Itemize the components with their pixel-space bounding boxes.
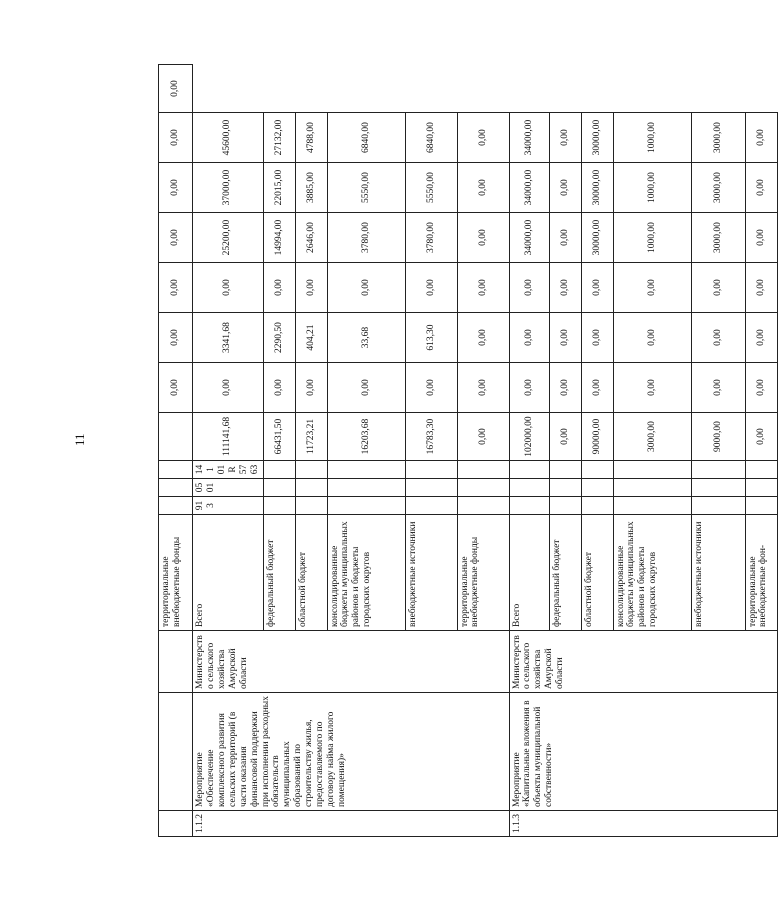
table-cell: федеральный бюджет bbox=[263, 515, 295, 631]
table-cell bbox=[327, 479, 405, 497]
table-cell: 3000,00 bbox=[691, 213, 745, 263]
table-cell: 0,00 bbox=[549, 163, 581, 213]
table-cell: 34000,00 bbox=[509, 213, 549, 263]
table-cell bbox=[613, 497, 691, 515]
table-cell bbox=[581, 461, 613, 479]
table-cell bbox=[509, 497, 549, 515]
table-cell: 5550,00 bbox=[327, 163, 405, 213]
table-cell: 33,68 bbox=[327, 313, 405, 363]
table-cell: Мероприятие «Обеспечение комплексного развития сельских территорий (в части оказания финансовой поддержки при исполнении расходных обязательств муниципальных образований по строительству жилья, предоставляемого по договору найма жилого помещения)» bbox=[193, 693, 510, 811]
table-cell: 9000,00 bbox=[691, 413, 745, 461]
table-cell: федеральный бюджет bbox=[549, 515, 581, 631]
table-cell: областной бюджет bbox=[295, 515, 327, 631]
table-cell: 0,00 bbox=[549, 313, 581, 363]
table-cell: 0,00 bbox=[159, 213, 193, 263]
table-cell: территориальные внебюджетные фон- bbox=[745, 515, 777, 631]
table-cell: 3000,00 bbox=[691, 163, 745, 213]
table-cell bbox=[295, 461, 327, 479]
table-cell: территориальные внебюджетные фонды bbox=[457, 515, 509, 631]
table-cell: 0,00 bbox=[457, 413, 509, 461]
table-cell bbox=[549, 479, 581, 497]
table-cell: консолидированные бюджеты муниципальных районов и бюджеты городских округов bbox=[613, 515, 691, 631]
table-cell: 0,00 bbox=[549, 263, 581, 313]
table-cell bbox=[613, 461, 691, 479]
table-cell: территориальные внебюджетные фонды bbox=[159, 515, 193, 631]
table-cell: 3780,00 bbox=[405, 213, 457, 263]
table-cell: 0,00 bbox=[457, 263, 509, 313]
table-cell: 0,00 bbox=[745, 363, 777, 413]
table-cell: 0,00 bbox=[327, 263, 405, 313]
table-cell bbox=[327, 461, 405, 479]
table-cell: 0,00 bbox=[581, 363, 613, 413]
table-row bbox=[509, 65, 549, 837]
table-cell bbox=[613, 479, 691, 497]
table-row bbox=[159, 65, 193, 837]
table-cell: 1.1.2 bbox=[193, 811, 510, 837]
table-cell: 0,00 bbox=[457, 213, 509, 263]
table-cell: 0,00 bbox=[263, 363, 295, 413]
table-cell: 0,00 bbox=[295, 363, 327, 413]
table-cell: 16203,68 bbox=[327, 413, 405, 461]
table-cell bbox=[745, 497, 777, 515]
table-cell: 0,00 bbox=[549, 213, 581, 263]
table-cell bbox=[691, 497, 745, 515]
table-cell: 0,00 bbox=[745, 113, 777, 163]
table-cell: Всего bbox=[193, 515, 264, 631]
table-cell: 3885,00 bbox=[295, 163, 327, 213]
table-cell: 0,00 bbox=[159, 313, 193, 363]
table-cell: 1.1.3 bbox=[509, 811, 777, 837]
page-number: 11 bbox=[72, 433, 87, 446]
table-cell bbox=[159, 479, 193, 497]
table-cell bbox=[457, 497, 509, 515]
table-cell: 11723,21 bbox=[295, 413, 327, 461]
table-cell bbox=[405, 497, 457, 515]
table-cell bbox=[509, 479, 549, 497]
table-cell: 0,00 bbox=[613, 313, 691, 363]
table-cell: 3000,00 bbox=[613, 413, 691, 461]
table-cell bbox=[263, 461, 295, 479]
table-cell: 0501 bbox=[193, 479, 264, 497]
table-cell: 0,00 bbox=[159, 263, 193, 313]
table-cell: 30000,00 bbox=[581, 163, 613, 213]
table-cell: 0,00 bbox=[295, 263, 327, 313]
table-cell: 0,00 bbox=[691, 363, 745, 413]
table-cell bbox=[159, 631, 193, 693]
table-cell: 0,00 bbox=[691, 313, 745, 363]
table-cell: 34000,00 bbox=[509, 163, 549, 213]
table-cell: 0,00 bbox=[745, 263, 777, 313]
table-cell: 0,00 bbox=[509, 263, 549, 313]
table-cell: 0,00 bbox=[193, 263, 264, 313]
table-cell: внебюджетные источники bbox=[691, 515, 745, 631]
table-cell: Министерство сельского хозяйства Амурской области bbox=[509, 631, 777, 693]
table-cell: 0,00 bbox=[613, 263, 691, 313]
table-cell: 1000,00 bbox=[613, 113, 691, 163]
table-cell: 0,00 bbox=[327, 363, 405, 413]
table-cell: 14 1 01 R5763 bbox=[193, 461, 264, 479]
table-cell: 0,00 bbox=[691, 263, 745, 313]
table-cell: 16783,30 bbox=[405, 413, 457, 461]
table-cell bbox=[405, 479, 457, 497]
table-cell: 1000,00 bbox=[613, 163, 691, 213]
table-cell bbox=[295, 497, 327, 515]
table-cell: 1000,00 bbox=[613, 213, 691, 263]
table-cell bbox=[159, 497, 193, 515]
table-cell: 34000,00 bbox=[509, 113, 549, 163]
table-cell: 913 bbox=[193, 497, 264, 515]
table-cell: 14994,00 bbox=[263, 213, 295, 263]
table-cell: 0,00 bbox=[193, 363, 264, 413]
table-cell: 0,00 bbox=[159, 65, 193, 113]
table-cell: 111141,68 bbox=[193, 413, 264, 461]
table-cell bbox=[549, 461, 581, 479]
table-cell: 30000,00 bbox=[581, 213, 613, 263]
table-cell: 6840,00 bbox=[327, 113, 405, 163]
table-cell: 22015,00 bbox=[263, 163, 295, 213]
table-cell: 0,00 bbox=[745, 213, 777, 263]
table-cell: 0,00 bbox=[457, 313, 509, 363]
table-cell: 0,00 bbox=[745, 163, 777, 213]
table-cell: 25200,00 bbox=[193, 213, 264, 263]
table-cell: 0,00 bbox=[457, 363, 509, 413]
table-cell: 0,00 bbox=[549, 363, 581, 413]
table-row bbox=[193, 65, 264, 837]
table-cell: 0,00 bbox=[405, 263, 457, 313]
table-cell: 0,00 bbox=[745, 413, 777, 461]
table-cell: 0,00 bbox=[549, 413, 581, 461]
table-cell bbox=[745, 461, 777, 479]
table-cell bbox=[581, 479, 613, 497]
table-cell: 613,30 bbox=[405, 313, 457, 363]
table-cell: Министерство сельского хозяйства Амурской области bbox=[193, 631, 510, 693]
table-cell: 2646,00 bbox=[295, 213, 327, 263]
table-cell: 0,00 bbox=[457, 113, 509, 163]
table-cell: 0,00 bbox=[745, 313, 777, 363]
table-cell: 0,00 bbox=[159, 113, 193, 163]
table-cell: Мероприятие «Капитальные вложения в объекты муниципальной собственности» bbox=[509, 693, 777, 811]
table-cell bbox=[263, 479, 295, 497]
table-cell: 2290,50 bbox=[263, 313, 295, 363]
table-cell: 0,00 bbox=[613, 363, 691, 413]
table-cell: консолидированные бюджеты муниципальных районов и бюджеты городских округов bbox=[327, 515, 405, 631]
table-cell bbox=[159, 811, 193, 837]
table-cell: 6840,00 bbox=[405, 113, 457, 163]
table-cell: Всего bbox=[509, 515, 549, 631]
table-cell bbox=[457, 479, 509, 497]
table-cell: 4788,00 bbox=[295, 113, 327, 163]
table-cell bbox=[405, 461, 457, 479]
table-cell: 0,00 bbox=[263, 263, 295, 313]
table-cell bbox=[159, 461, 193, 479]
table-cell bbox=[549, 497, 581, 515]
table-cell: 30000,00 bbox=[581, 113, 613, 163]
table-cell: 0,00 bbox=[159, 163, 193, 213]
table-cell: 45600,00 bbox=[193, 113, 264, 163]
table-cell bbox=[327, 497, 405, 515]
table-cell: внебюджетные источники bbox=[405, 515, 457, 631]
table-cell: областной бюджет bbox=[581, 515, 613, 631]
table-cell bbox=[745, 479, 777, 497]
table-cell: 0,00 bbox=[549, 113, 581, 163]
table-cell: 37000,00 bbox=[193, 163, 264, 213]
table-cell: 404,21 bbox=[295, 313, 327, 363]
table-cell: 5550,00 bbox=[405, 163, 457, 213]
table-cell: 3000,00 bbox=[691, 113, 745, 163]
table-cell: 0,00 bbox=[581, 313, 613, 363]
table-cell bbox=[457, 461, 509, 479]
table-cell bbox=[691, 479, 745, 497]
table-cell: 90000,00 bbox=[581, 413, 613, 461]
table-cell bbox=[159, 693, 193, 811]
table-cell: 102000,00 bbox=[509, 413, 549, 461]
table-cell: 3341,68 bbox=[193, 313, 264, 363]
table-cell bbox=[295, 479, 327, 497]
table-cell: 27132,00 bbox=[263, 113, 295, 163]
table-cell bbox=[691, 461, 745, 479]
table-cell: 0,00 bbox=[581, 263, 613, 313]
table-cell: 66431,50 bbox=[263, 413, 295, 461]
table-cell: 0,00 bbox=[509, 363, 549, 413]
table-cell bbox=[263, 497, 295, 515]
table-body bbox=[159, 65, 778, 837]
table-cell: 0,00 bbox=[457, 163, 509, 213]
table-cell: 0,00 bbox=[159, 363, 193, 413]
table-cell bbox=[159, 413, 193, 461]
rotated-table-wrapper bbox=[158, 65, 769, 837]
table-cell bbox=[581, 497, 613, 515]
table-cell: 3780,00 bbox=[327, 213, 405, 263]
table-cell: 0,00 bbox=[405, 363, 457, 413]
table-cell: 0,00 bbox=[509, 313, 549, 363]
budget-table bbox=[158, 64, 778, 837]
table-cell bbox=[509, 461, 549, 479]
